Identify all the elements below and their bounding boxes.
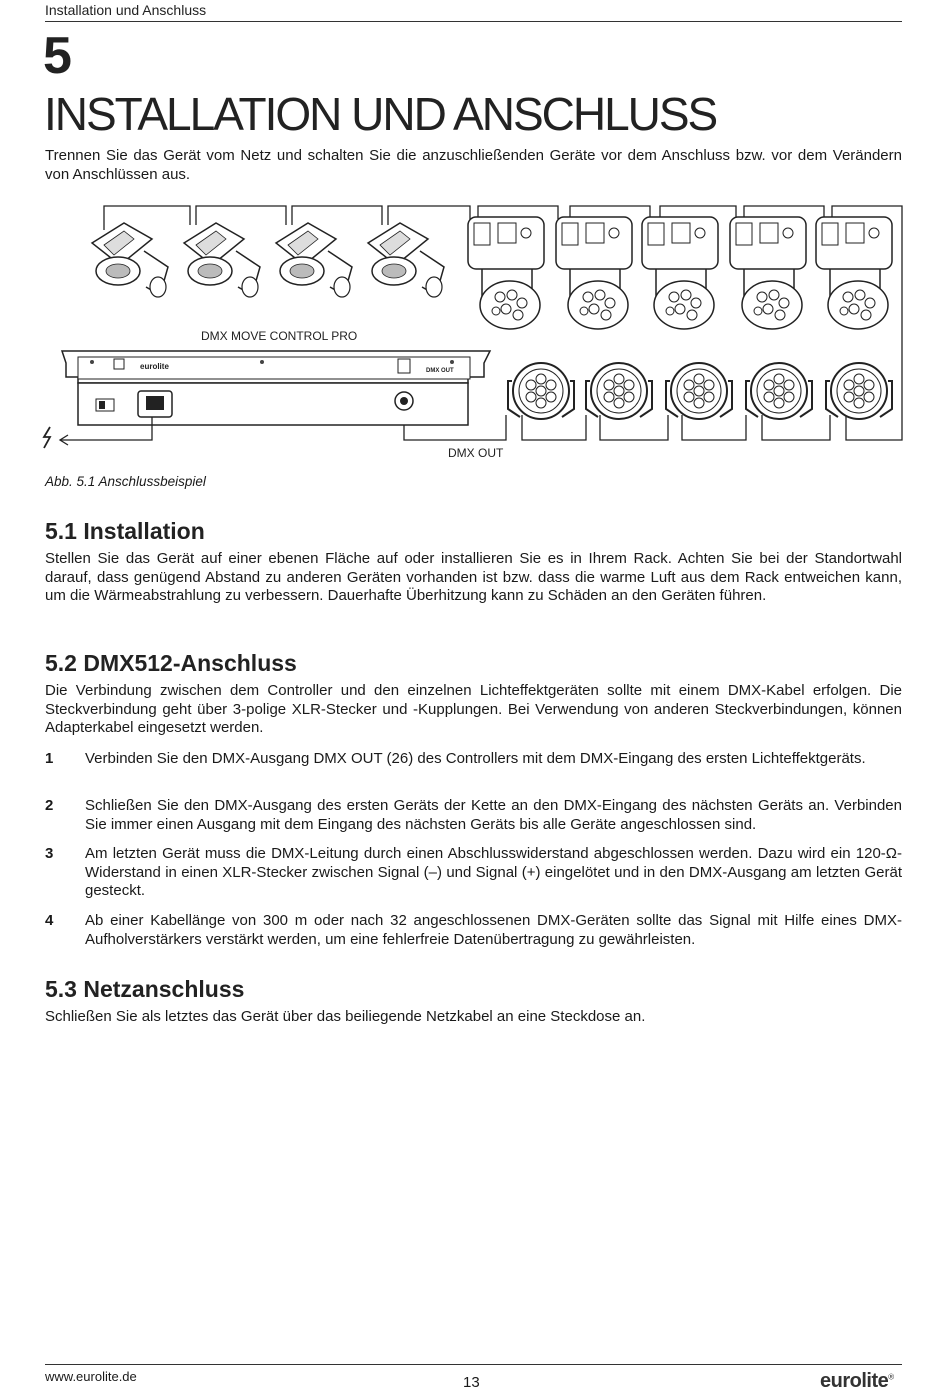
step-number: 1: [45, 750, 54, 767]
connection-diagram: [0, 195, 950, 470]
section-heading-power: 5.3 Netzanschluss: [45, 976, 245, 1002]
step-text: Ab einer Kabellänge von 300 m oder nach 32 angeschlossenen DMX-Geräten sollte das Signal mit Hilfe eines DMX-Aufholverstärkers verstärkt werden, um eine fehlerfreie Datenübertragung zu gewährleisten.: [85, 912, 902, 948]
running-header: Installation und Anschluss: [45, 2, 207, 18]
brand-logo-text: eurolite: [820, 1370, 889, 1392]
panel-brand-label: eurolite: [140, 362, 169, 371]
header-divider: [45, 21, 902, 22]
footer-website[interactable]: www.eurolite.de: [45, 1369, 137, 1384]
dmx-paragraph: Die Verbindung zwischen dem Controller und den einzelnen Lichteffektgeräten sollte mit einem DMX-Kabel erfolgen. Die Steckverbindung geht über 3-polige XLR-Stecker und -Kupplungen. Bei Verwendung von anderen Steckverbindungen, können Adapterkabel eingesetzt werden.: [45, 682, 902, 736]
step-text: Verbinden Sie den DMX-Ausgang DMX OUT (26) des Controllers mit dem DMX-Eingang des ersten Lichteffektgeräts.: [85, 750, 866, 767]
registered-mark: ®: [888, 1372, 894, 1382]
figure-caption: Abb. 5.1 Anschlussbeispiel: [45, 474, 206, 489]
intro-paragraph: Trennen Sie das Gerät vom Netz und schalten Sie die anzuschließenden Geräte vor dem Anschluss bzw. vor dem Verändern von Anschlüssen aus.: [45, 147, 902, 183]
power-paragraph: Schließen Sie als letztes das Gerät über das beiliegende Netzkabel an eine Steckdose an.: [45, 1008, 646, 1025]
chapter-number: 5: [43, 27, 71, 85]
brand-logo: [820, 1370, 894, 1393]
controller-label: DMX MOVE CONTROL PRO: [201, 329, 358, 343]
page-number: 13: [463, 1374, 480, 1391]
panel-dmx-label: DMX OUT: [426, 368, 454, 374]
step-text: Schließen Sie den DMX-Ausgang des ersten Geräts der Kette an den DMX-Eingang des nächsten Geräts an. Verbinden Sie immer einen Ausgang mit dem Eingang des nächsten Geräts bis alle Geräte angeschlossen sind.: [85, 797, 902, 833]
step-number: 4: [45, 912, 54, 929]
chapter-title: INSTALLATION UND ANSCHLUSS: [44, 88, 717, 140]
footer-divider: [45, 1364, 902, 1365]
dmx-out-label: DMX OUT: [448, 446, 504, 460]
installation-paragraph: Stellen Sie das Gerät auf einer ebenen Fläche auf oder installieren Sie es in Ihrem Rack. Achten Sie bei der Standortwahl darauf, dass genügend Abstand zu anderen Geräten vorhanden ist bzw. dass die warme Luft aus dem Rack entweichen kann, um die Wärmeabstrahlung zu verbessern. Dauerhafte Überhitzung kann zu Schäden an den Geräten führen.: [45, 550, 902, 604]
step-text: Am letzten Gerät muss die DMX-Leitung durch einen Abschlusswiderstand abgeschlossen werden. Dazu wird ein 120-Ω-Widerstand in einen XLR-Stecker zwischen Signal (–) und Signal (+) eingelötet und in den DMX-Ausgang am letzten Gerät gesteckt.: [85, 845, 902, 899]
power-icon: [44, 427, 50, 448]
step-number: 3: [45, 845, 54, 862]
step-number: 2: [45, 797, 54, 814]
section-heading-dmx: 5.2 DMX512-Anschluss: [45, 650, 297, 676]
section-heading-installation: 5.1 Installation: [45, 518, 205, 544]
